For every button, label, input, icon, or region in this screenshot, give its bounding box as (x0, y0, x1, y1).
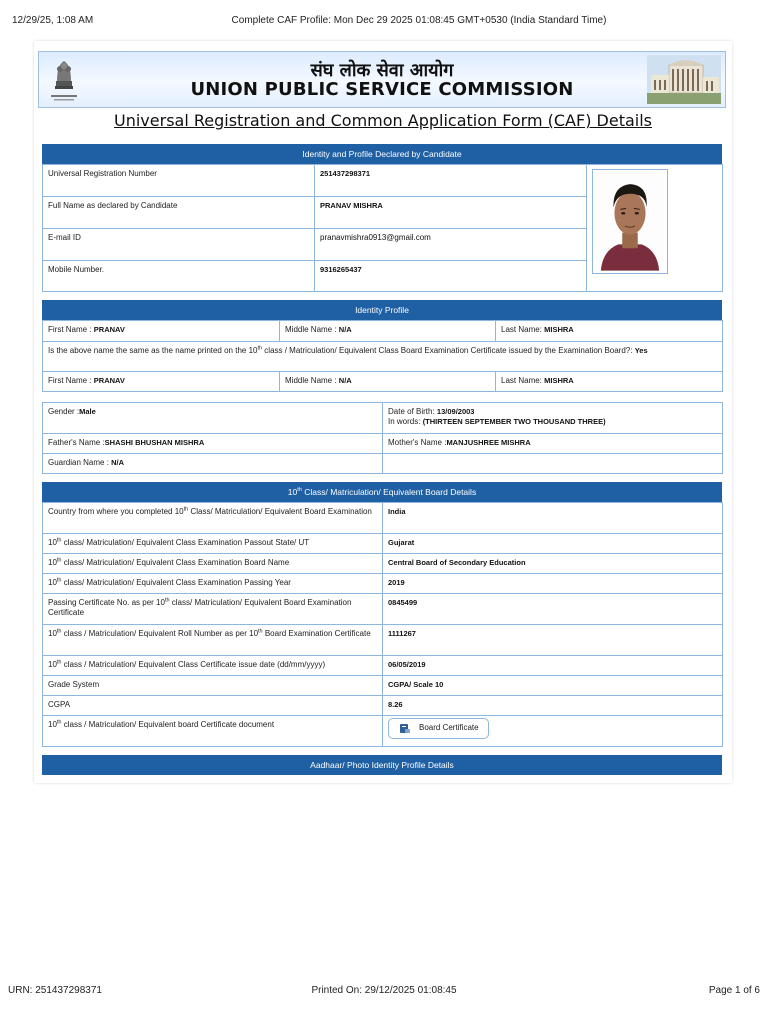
table-row (43, 534, 723, 554)
guardian-name-label: Guardian Name : (48, 458, 112, 467)
name-match-answer: Yes (634, 346, 648, 355)
document-icon (399, 723, 411, 734)
table-row (43, 454, 723, 474)
cgpa-label: CGPA (43, 696, 383, 716)
roll-number-label: 10th class / Matriculation/ Equivalent Roll Number as per 10th Board Examination Certificate (43, 625, 383, 656)
print-datetime: 12/29/25, 1:08 AM (12, 15, 94, 26)
print-title: Complete CAF Profile: Mon Dec 29 2025 01:08:45 GMT+0530 (India Standard Time) (231, 15, 607, 26)
roll-number-value: 1111267 (388, 629, 416, 638)
dob-words-label: In words: (388, 417, 423, 427)
dob-label: Date of Birth: (388, 407, 437, 416)
print-header (12, 15, 756, 29)
footer-printed-on: Printed On: 29/12/2025 01:08:45 (311, 985, 457, 996)
tenth-board-section (42, 482, 722, 747)
last-name-value: MISHRA (544, 325, 574, 334)
aadhaar-section-heading: Aadhaar/ Photo Identity Profile Details (42, 755, 722, 775)
table-row (43, 321, 723, 342)
table-row (43, 574, 723, 594)
aadhaar-section (42, 755, 722, 775)
board-certificate-button[interactable] (388, 718, 489, 739)
identity-profile-section (42, 300, 722, 392)
first-name-value: PRANAV (93, 325, 125, 334)
father-name-label: Father's Name : (48, 438, 105, 447)
table-row (43, 656, 723, 676)
table-row (43, 165, 723, 197)
footer-urn: URN: 251437298371 (8, 985, 102, 996)
middle-name-label: Middle Name : (285, 376, 339, 385)
dob-value: 13/09/2003 (436, 407, 475, 416)
table-row (43, 434, 723, 454)
banner-title-english: UNION PUBLIC SERVICE COMMISSION (190, 79, 574, 100)
identity-section-heading: Identity and Profile Declared by Candidate (42, 144, 722, 164)
urn-value: 251437298371 (320, 169, 371, 178)
guardian-name-value: N/A (111, 458, 125, 467)
table-row (43, 403, 723, 434)
full-name-label: Full Name as declared by Candidate (43, 197, 315, 229)
mobile-value: 9316265437 (320, 265, 362, 274)
gender-label: Gender : (48, 407, 80, 416)
identity-table (42, 164, 723, 292)
grade-system-value: CGPA/ Scale 10 (388, 680, 444, 689)
tenth-board-table (42, 502, 723, 747)
upsc-building-image (647, 55, 721, 104)
board-certificate-label: Board Certificate (419, 723, 479, 733)
email-label: E-mail ID (43, 229, 315, 261)
passout-state-label: 10th class/ Matriculation/ Equivalent Class Examination Passout State/ UT (43, 534, 383, 554)
table-row (43, 716, 723, 747)
mother-name-label: Mother's Name : (388, 438, 447, 447)
banner-title-hindi: संघ लोक सेवा आयोग (310, 60, 454, 81)
print-footer (8, 985, 760, 999)
table-row (43, 372, 723, 392)
mother-name-value: MANJUSHREE MISHRA (446, 438, 531, 447)
passout-state-value: Gujarat (388, 538, 415, 547)
country-value: India (388, 507, 406, 516)
first-name-label: First Name : (48, 325, 94, 334)
page-title: Universal Registration and Common Application Form (CAF) Details (114, 111, 652, 130)
middle-name-label: Middle Name : (285, 325, 339, 334)
personal-details-table (42, 402, 723, 474)
table-row (43, 594, 723, 625)
identity-profile-table (42, 320, 723, 392)
caf-page (34, 41, 732, 783)
certificate-document-label: 10th class / Matriculation/ Equivalent board Certificate document (43, 716, 383, 747)
passing-year-value: 2019 (388, 578, 405, 587)
gender-value: Male (79, 407, 96, 416)
certificate-no-value: 0845499 (388, 598, 418, 607)
issue-date-value: 06/05/2019 (388, 660, 426, 669)
table-row (43, 625, 723, 656)
full-name-value: PRANAV MISHRA (320, 201, 383, 210)
table-row (43, 503, 723, 534)
photo-cell (587, 165, 723, 292)
upsc-banner (38, 51, 726, 108)
email-value: pranavmishra0913@gmail.com (320, 233, 431, 242)
passing-year-label: 10th class/ Matriculation/ Equivalent Class Examination Passing Year (43, 574, 383, 594)
grade-system-label: Grade System (43, 676, 383, 696)
first-name-label: First Name : (48, 376, 94, 385)
identity-section (42, 144, 722, 292)
table-row (43, 342, 723, 372)
candidate-photo (592, 169, 668, 274)
table-row (43, 554, 723, 574)
personal-details-section (42, 402, 722, 474)
middle-name-value: N/A (338, 325, 352, 334)
dob-words-value: (THIRTEEN SEPTEMBER TWO THOUSAND THREE) (422, 417, 606, 427)
table-row (43, 696, 723, 716)
country-label: Country from where you completed 10th Class/ Matriculation/ Equivalent Board Examination (43, 503, 383, 534)
issue-date-label: 10th class / Matriculation/ Equivalent Class Certificate issue date (dd/mm/yyyy) (43, 656, 383, 676)
middle-name-value: N/A (338, 376, 352, 385)
first-name-value: PRANAV (93, 376, 125, 385)
identity-profile-heading: Identity Profile (42, 300, 722, 320)
footer-page-number: Page 1 of 6 (708, 985, 760, 996)
urn-label: Universal Registration Number (43, 165, 315, 197)
name-match-question: Is the above name the same as the name printed on the 10th class / Matriculation/ Equivalent Class Board Examination Certificate issued by the Examination Board?: Yes (43, 342, 723, 372)
empty-cell (383, 454, 723, 474)
certificate-no-label: Passing Certificate No. as per 10th class/ Matriculation/ Equivalent Board Examination Certificate (43, 594, 383, 625)
cgpa-value: 8.26 (388, 700, 403, 709)
table-row (43, 676, 723, 696)
mobile-label: Mobile Number. (43, 261, 315, 292)
board-name-label: 10th class/ Matriculation/ Equivalent Class Examination Board Name (43, 554, 383, 574)
last-name-label: Last Name: (501, 325, 545, 334)
tenth-board-heading: 10th Class/ Matriculation/ Equivalent Board Details (42, 482, 722, 502)
last-name-value: MISHRA (544, 376, 574, 385)
last-name-label: Last Name: (501, 376, 545, 385)
board-name-value: Central Board of Secondary Education (388, 558, 526, 567)
father-name-value: SHASHI BHUSHAN MISHRA (104, 438, 205, 447)
